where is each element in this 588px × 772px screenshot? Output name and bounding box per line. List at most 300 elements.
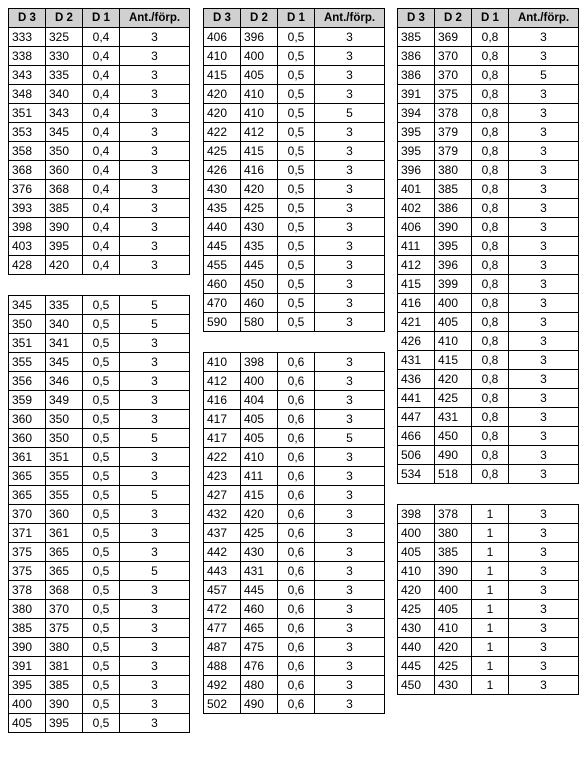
table-cell: 425 — [398, 600, 435, 619]
table-cell: 343 — [9, 66, 46, 85]
table-row — [398, 676, 579, 695]
table-cell: 0,4 — [83, 66, 120, 85]
table-row — [398, 562, 579, 581]
column-header: D 1 — [83, 9, 120, 28]
table-row — [398, 161, 579, 180]
table-cell: 0,8 — [472, 332, 509, 351]
table-row — [204, 28, 385, 47]
table-cell: 416 — [204, 391, 241, 410]
table-cell: 3 — [120, 353, 190, 372]
table-cell: 0,4 — [83, 123, 120, 142]
table-cell: 0,6 — [278, 600, 315, 619]
table-row — [9, 315, 190, 334]
table-row — [398, 85, 579, 104]
table-cell: 5 — [315, 429, 385, 448]
column-header: Ant./förp. — [120, 9, 190, 28]
header-row — [398, 9, 579, 28]
table-cell: 3 — [120, 372, 190, 391]
table-cell: 405 — [398, 543, 435, 562]
table-cell: 350 — [46, 429, 83, 448]
table-row — [9, 391, 190, 410]
table-cell: 330 — [46, 47, 83, 66]
table-cell: 356 — [9, 372, 46, 391]
table-row — [204, 218, 385, 237]
table-cell: 405 — [9, 714, 46, 733]
table-cell: 580 — [241, 313, 278, 332]
table-row — [398, 104, 579, 123]
table-cell: 3 — [120, 66, 190, 85]
table-cell: 348 — [9, 85, 46, 104]
table-row — [9, 543, 190, 562]
table-cell: 1 — [472, 600, 509, 619]
table-cell: 375 — [46, 619, 83, 638]
table-row — [204, 123, 385, 142]
table-cell: 3 — [120, 657, 190, 676]
table-cell: 390 — [435, 218, 472, 237]
table-cell: 435 — [241, 237, 278, 256]
table-cell: 0,8 — [472, 313, 509, 332]
table-cell: 3 — [509, 199, 579, 218]
table-row — [398, 505, 579, 524]
table-cell: 411 — [241, 467, 278, 486]
table-cell: 0,5 — [83, 505, 120, 524]
table-cell: 3 — [315, 600, 385, 619]
table-cell: 3 — [509, 161, 579, 180]
table-cell: 405 — [435, 313, 472, 332]
table-cell: 365 — [9, 467, 46, 486]
table-cell: 0,5 — [278, 180, 315, 199]
table-cell: 385 — [435, 180, 472, 199]
table-cell: 417 — [204, 429, 241, 448]
table-cell: 3 — [120, 448, 190, 467]
table-row — [398, 446, 579, 465]
table-cell: 488 — [204, 657, 241, 676]
table-cell: 386 — [435, 199, 472, 218]
table-cell: 395 — [46, 714, 83, 733]
table-cell: 3 — [120, 180, 190, 199]
table-cell: 400 — [241, 47, 278, 66]
table-cell: 3 — [315, 619, 385, 638]
table-cell: 0,8 — [472, 180, 509, 199]
column-header: D 3 — [398, 9, 435, 28]
table-cell: 0,8 — [472, 199, 509, 218]
table-cell: 492 — [204, 676, 241, 695]
table-cell: 472 — [204, 600, 241, 619]
table-cell: 0,5 — [83, 581, 120, 600]
table-cell: 0,5 — [83, 695, 120, 714]
table-cell: 3 — [509, 47, 579, 66]
table-cell: 368 — [46, 581, 83, 600]
table-cell: 410 — [241, 85, 278, 104]
table-cell: 445 — [398, 657, 435, 676]
table-cell: 421 — [398, 313, 435, 332]
table-cell: 3 — [509, 85, 579, 104]
table-cell: 420 — [241, 505, 278, 524]
table-cell: 411 — [398, 237, 435, 256]
table-cell: 0,8 — [472, 446, 509, 465]
table-cell: 395 — [435, 237, 472, 256]
table-cell: 0,5 — [83, 562, 120, 581]
table-cell: 0,6 — [278, 486, 315, 505]
table-cell: 360 — [9, 429, 46, 448]
table-cell: 415 — [398, 275, 435, 294]
table-cell: 349 — [46, 391, 83, 410]
table-row — [398, 28, 579, 47]
table-cell: 3 — [509, 180, 579, 199]
table-cell: 3 — [315, 294, 385, 313]
table-cell: 406 — [204, 28, 241, 47]
table-row — [9, 47, 190, 66]
table-cell: 415 — [204, 66, 241, 85]
table-cell: 3 — [509, 142, 579, 161]
table-cell: 0,5 — [278, 199, 315, 218]
table-cell: 1 — [472, 505, 509, 524]
table-cell: 0,5 — [83, 334, 120, 353]
table-cell: 443 — [204, 562, 241, 581]
table-cell: 3 — [315, 161, 385, 180]
table-cell: 353 — [9, 123, 46, 142]
table-cell: 440 — [204, 218, 241, 237]
block-gap — [397, 484, 579, 504]
table-cell: 380 — [435, 524, 472, 543]
table-row — [204, 486, 385, 505]
table-cell: 450 — [398, 676, 435, 695]
table-cell: 435 — [204, 199, 241, 218]
table-cell: 345 — [9, 296, 46, 315]
table-cell: 3 — [509, 505, 579, 524]
table-row — [204, 353, 385, 372]
table-cell: 381 — [46, 657, 83, 676]
table-row — [398, 543, 579, 562]
table-cell: 0,4 — [83, 104, 120, 123]
table-cell: 3 — [120, 199, 190, 218]
table-cell: 333 — [9, 28, 46, 47]
table-cell: 5 — [120, 562, 190, 581]
table-row — [204, 256, 385, 275]
column-header: D 3 — [9, 9, 46, 28]
table-cell: 422 — [204, 448, 241, 467]
table-cell: 420 — [204, 104, 241, 123]
table-cell: 3 — [509, 581, 579, 600]
table-cell: 370 — [435, 66, 472, 85]
table-cell: 3 — [315, 448, 385, 467]
table-cell: 1 — [472, 638, 509, 657]
table-cell: 0,8 — [472, 104, 509, 123]
block-gap — [8, 275, 190, 295]
table-row — [204, 524, 385, 543]
table-cell: 340 — [46, 85, 83, 104]
table-cell: 400 — [435, 581, 472, 600]
table-cell: 0,5 — [278, 275, 315, 294]
table-cell: 0,5 — [278, 142, 315, 161]
table-cell: 0,6 — [278, 676, 315, 695]
table-cell: 355 — [46, 467, 83, 486]
table-cell: 0,6 — [278, 562, 315, 581]
table-cell: 400 — [241, 372, 278, 391]
table-cell: 3 — [120, 104, 190, 123]
table-row — [398, 638, 579, 657]
table-row — [9, 161, 190, 180]
table-cell: 400 — [398, 524, 435, 543]
table-cell: 410 — [435, 332, 472, 351]
table-row — [204, 180, 385, 199]
table-cell: 375 — [9, 562, 46, 581]
table-cell: 1 — [472, 657, 509, 676]
table-row — [204, 372, 385, 391]
table-cell: 3 — [120, 467, 190, 486]
table-row — [204, 505, 385, 524]
table-row — [398, 619, 579, 638]
table-cell: 406 — [398, 218, 435, 237]
table-cell: 3 — [315, 695, 385, 714]
table-cell: 0,6 — [278, 619, 315, 638]
table-cell: 0,4 — [83, 142, 120, 161]
table-cell: 0,5 — [83, 448, 120, 467]
table-row — [9, 85, 190, 104]
table-cell: 365 — [46, 562, 83, 581]
column-header: D 3 — [204, 9, 241, 28]
table-cell: 425 — [241, 524, 278, 543]
table-cell: 375 — [435, 85, 472, 104]
table-cell: 0,8 — [472, 408, 509, 427]
table-cell: 335 — [46, 66, 83, 85]
table-cell: 376 — [9, 180, 46, 199]
table-cell: 441 — [398, 389, 435, 408]
table-cell: 0,5 — [278, 28, 315, 47]
table-cell: 425 — [435, 389, 472, 408]
table-cell: 355 — [9, 353, 46, 372]
table-cell: 378 — [435, 505, 472, 524]
table-cell: 395 — [9, 676, 46, 695]
table-row — [9, 296, 190, 315]
data-table — [397, 8, 579, 484]
table-cell: 375 — [9, 543, 46, 562]
table-cell: 380 — [435, 161, 472, 180]
table-cell: 3 — [315, 123, 385, 142]
table-cell: 445 — [241, 581, 278, 600]
table-row — [9, 657, 190, 676]
table-cell: 445 — [204, 237, 241, 256]
table-cell: 0,8 — [472, 237, 509, 256]
table-cell: 3 — [315, 505, 385, 524]
table-cell: 390 — [435, 562, 472, 581]
table-cell: 0,5 — [83, 353, 120, 372]
table-row — [9, 714, 190, 733]
table-row — [398, 237, 579, 256]
table-cell: 335 — [46, 296, 83, 315]
table-cell: 355 — [46, 486, 83, 505]
table-cell: 3 — [509, 562, 579, 581]
table-cell: 385 — [435, 543, 472, 562]
table-cell: 3 — [120, 85, 190, 104]
table-cell: 0,5 — [278, 294, 315, 313]
table-cell: 437 — [204, 524, 241, 543]
column-header: Ant./förp. — [509, 9, 579, 28]
table-cell: 3 — [120, 619, 190, 638]
table-cell: 399 — [435, 275, 472, 294]
column-header: D 2 — [435, 9, 472, 28]
table-cell: 0,4 — [83, 199, 120, 218]
table-row — [204, 237, 385, 256]
table-cell: 0,8 — [472, 142, 509, 161]
table-cell: 0,6 — [278, 524, 315, 543]
table-cell: 3 — [315, 28, 385, 47]
table-cell: 5 — [120, 315, 190, 334]
table-cell: 370 — [9, 505, 46, 524]
table-cell: 385 — [398, 28, 435, 47]
table-cell: 385 — [46, 676, 83, 695]
table-cell: 0,8 — [472, 256, 509, 275]
table-cell: 0,8 — [472, 389, 509, 408]
table-cell: 3 — [120, 638, 190, 657]
table-row — [204, 619, 385, 638]
table-cell: 0,8 — [472, 123, 509, 142]
table-row — [9, 562, 190, 581]
table-cell: 3 — [120, 28, 190, 47]
table-cell: 325 — [46, 28, 83, 47]
table-cell: 398 — [241, 353, 278, 372]
table-cell: 3 — [315, 47, 385, 66]
table-row — [9, 142, 190, 161]
data-table — [203, 8, 385, 332]
table-cell: 0,8 — [472, 351, 509, 370]
table-row — [204, 638, 385, 657]
table-cell: 415 — [241, 142, 278, 161]
table-cell: 1 — [472, 524, 509, 543]
table-cell: 425 — [435, 657, 472, 676]
table-cell: 400 — [435, 294, 472, 313]
table-cell: 3 — [315, 353, 385, 372]
table-cell: 0,5 — [278, 313, 315, 332]
table-row — [398, 180, 579, 199]
table-cell: 590 — [204, 313, 241, 332]
table-cell: 427 — [204, 486, 241, 505]
table-row — [204, 104, 385, 123]
table-cell: 345 — [46, 123, 83, 142]
table-cell: 343 — [46, 104, 83, 123]
table-cell: 3 — [315, 218, 385, 237]
table-cell: 0,5 — [83, 714, 120, 733]
table-cell: 0,5 — [278, 104, 315, 123]
table-cell: 3 — [120, 142, 190, 161]
table-cell: 1 — [472, 543, 509, 562]
table-row — [398, 123, 579, 142]
table-cell: 415 — [241, 486, 278, 505]
table-cell: 518 — [435, 465, 472, 484]
table-cell: 3 — [120, 391, 190, 410]
table-row — [9, 524, 190, 543]
table-cell: 3 — [120, 256, 190, 275]
table-cell: 370 — [46, 600, 83, 619]
table-row — [398, 66, 579, 85]
table-cell: 3 — [315, 142, 385, 161]
table-cell: 0,5 — [278, 161, 315, 180]
table-cell: 455 — [204, 256, 241, 275]
table-cell: 358 — [9, 142, 46, 161]
table-row — [9, 104, 190, 123]
table-cell: 3 — [120, 581, 190, 600]
table-cell: 370 — [435, 47, 472, 66]
table-row — [398, 142, 579, 161]
block-gap — [203, 332, 385, 352]
table-cell: 360 — [9, 410, 46, 429]
table-row — [9, 676, 190, 695]
table-cell: 420 — [398, 581, 435, 600]
table-cell: 405 — [241, 410, 278, 429]
table-cell: 420 — [435, 638, 472, 657]
table-cell: 400 — [9, 695, 46, 714]
table-cell: 487 — [204, 638, 241, 657]
table-row — [204, 600, 385, 619]
table-row — [204, 199, 385, 218]
table-cell: 3 — [120, 410, 190, 429]
table-cell: 3 — [315, 85, 385, 104]
table-row — [398, 199, 579, 218]
table-row — [204, 142, 385, 161]
table-cell: 3 — [315, 524, 385, 543]
table-cell: 0,8 — [472, 218, 509, 237]
table-cell: 3 — [120, 505, 190, 524]
table-cell: 395 — [398, 123, 435, 142]
table-cell: 415 — [435, 351, 472, 370]
table-cell: 1 — [472, 619, 509, 638]
table-cell: 3 — [315, 199, 385, 218]
column-header: D 2 — [241, 9, 278, 28]
table-cell: 365 — [46, 543, 83, 562]
table-cell: 0,5 — [83, 676, 120, 695]
column-header: D 1 — [278, 9, 315, 28]
table-row — [9, 600, 190, 619]
table-cell: 0,4 — [83, 256, 120, 275]
table-cell: 0,8 — [472, 465, 509, 484]
table-cell: 402 — [398, 199, 435, 218]
table-cell: 404 — [241, 391, 278, 410]
table-row — [9, 448, 190, 467]
table-cell: 428 — [9, 256, 46, 275]
table-cell: 425 — [204, 142, 241, 161]
table-cell: 386 — [398, 66, 435, 85]
table-cell: 3 — [315, 562, 385, 581]
table-cell: 360 — [46, 505, 83, 524]
table-cell: 0,8 — [472, 47, 509, 66]
table-cell: 0,6 — [278, 657, 315, 676]
table-row — [204, 695, 385, 714]
table-cell: 361 — [46, 524, 83, 543]
table-cell: 3 — [509, 600, 579, 619]
table-cell: 490 — [241, 695, 278, 714]
table-cell: 410 — [241, 448, 278, 467]
table-cell: 445 — [241, 256, 278, 275]
table-cell: 3 — [315, 391, 385, 410]
table-cell: 390 — [46, 218, 83, 237]
table-cell: 385 — [9, 619, 46, 638]
table-cell: 430 — [435, 676, 472, 695]
table-cell: 350 — [46, 410, 83, 429]
table-cell: 457 — [204, 581, 241, 600]
table-cell: 0,6 — [278, 429, 315, 448]
table-cell: 460 — [204, 275, 241, 294]
table-cell: 3 — [315, 543, 385, 562]
table-row — [9, 256, 190, 275]
table-cell: 3 — [509, 104, 579, 123]
table-cell: 3 — [315, 657, 385, 676]
table-row — [398, 465, 579, 484]
table-cell: 3 — [509, 370, 579, 389]
table-cell: 3 — [120, 334, 190, 353]
table-cell: 450 — [435, 427, 472, 446]
table-cell: 0,5 — [278, 218, 315, 237]
table-cell: 371 — [9, 524, 46, 543]
